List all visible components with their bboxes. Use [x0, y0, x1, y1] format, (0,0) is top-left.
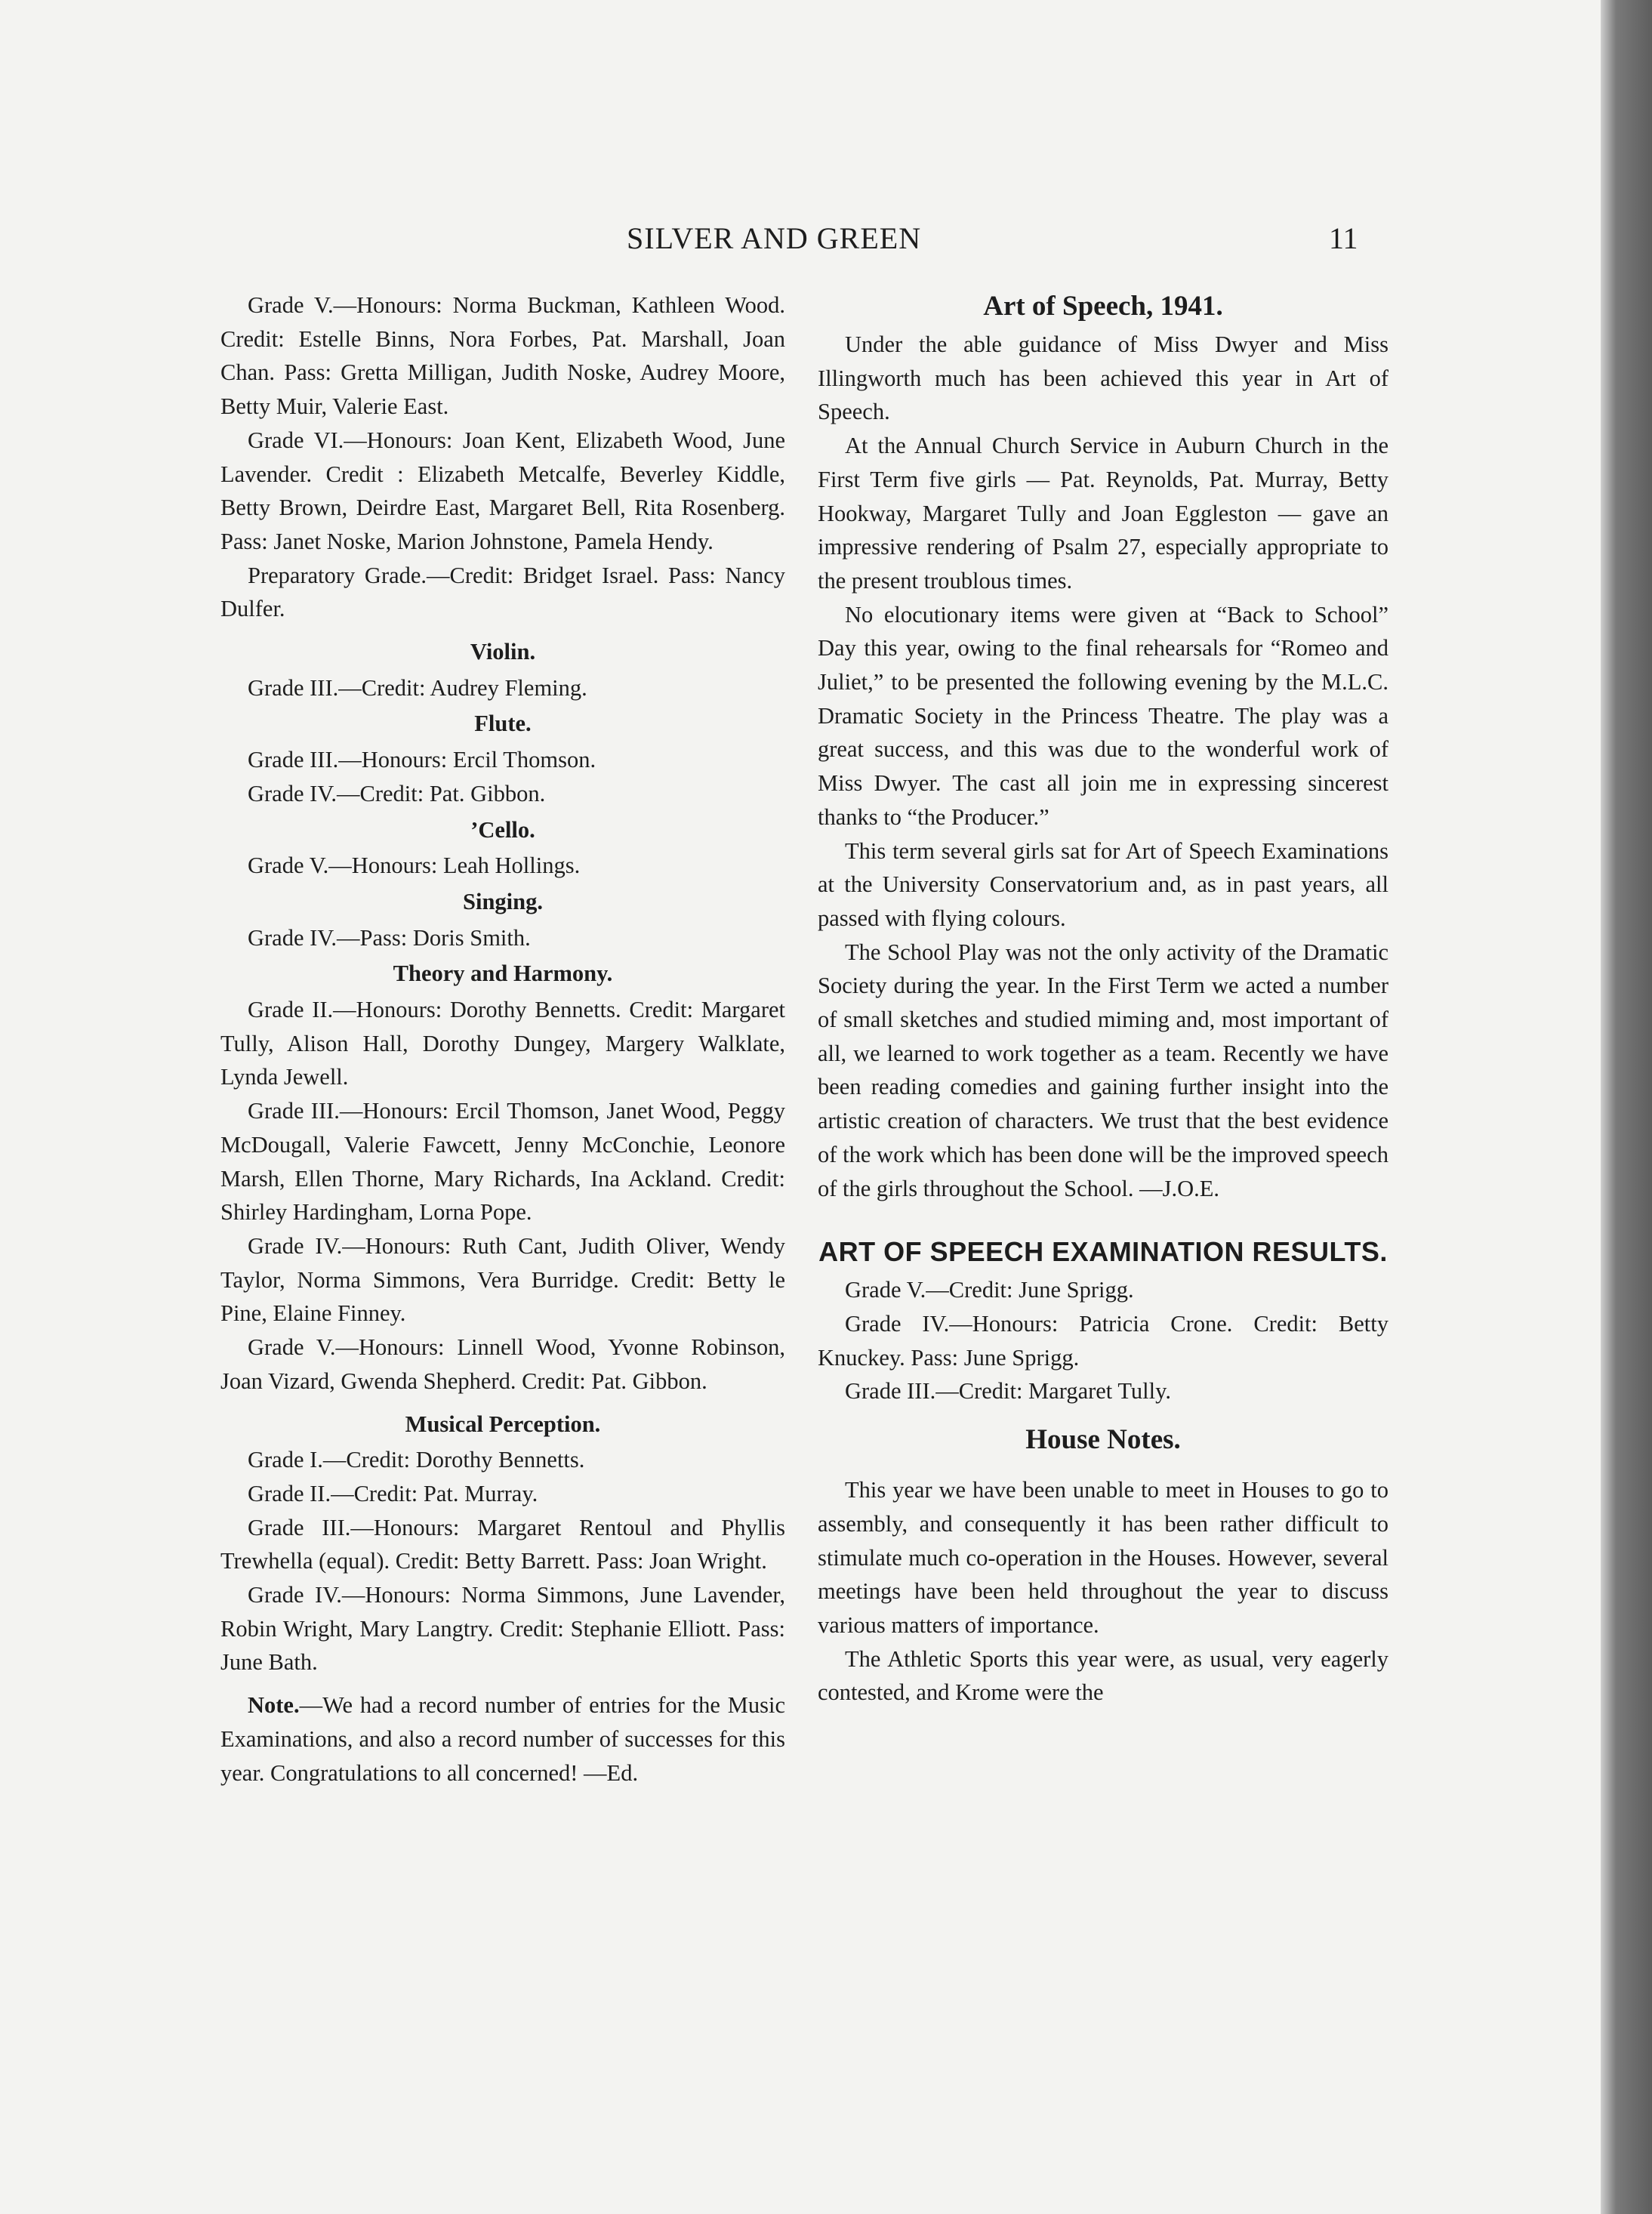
note-text: —We had a record number of entries for the Music Examinations, and also a record number of successes for this year. Congratulations to all concerned! —Ed. — [220, 1692, 785, 1786]
scan-edge-shadow — [1601, 0, 1652, 2214]
paragraph: Grade III.—Credit: Audrey Fleming. — [248, 674, 587, 701]
paragraph: Grade V.—Honours: Linnell Wood, Yvonne Robinson, Joan Vizard, Gwenda Shepherd. Credit: Pat. Gibbon. — [220, 1334, 785, 1394]
paragraph: Grade IV.—Pass: Doris Smith. — [248, 924, 531, 951]
paragraph: Grade IV.—Honours: Patricia Crone. Credit: Betty Knuckey. Pass: June Sprigg. — [818, 1310, 1388, 1371]
paragraph: Grade III.—Honours: Margaret Rentoul and Phyllis Trewhella (equal). Credit: Betty Barrett. Pass: Joan Wright. — [220, 1514, 785, 1574]
article-heading-art-of-speech: Art of Speech, 1941. — [983, 291, 1223, 322]
paragraph-text: The School Play was not the only activity of the Dramatic Society during the year. In the First Term we acted a number of small sketches and studied miming and, most important of all, we learned to work together as a team. Recently we have been reading comedies and gaining further insight into the artistic creation of characters. We trust that the best evidence of the work which has been done will be the improved speech of the girls throughout the School. — [818, 939, 1388, 1201]
paragraph: Grade III.—Credit: Margaret Tully. — [845, 1378, 1172, 1405]
paragraph: Grade V.—Honours: Norma Buckman, Kathleen Wood. Credit: Estelle Binns, Nora Forbes, Pat. Marshall, Joan Chan. Pass: Gretta Milligan, Judith Noske, Audrey Moore, Betty Muir, Valerie East. — [220, 292, 785, 420]
section-heading-flute: Flute. — [474, 711, 532, 737]
paragraph: Grade III.—Honours: Ercil Thomson, Janet Wood, Peggy McDougall, Valerie Fawcett, Jenny McConchie, Leonore Marsh, Ellen Thorne, Mary Richards, Ina Ackland. Credit: Shirley Hardingham, Lorna Pope. — [220, 1098, 785, 1226]
section-heading-violin: Violin. — [470, 639, 536, 665]
note-label: Note. — [248, 1692, 300, 1719]
paragraph: Grade V.—Credit: June Sprigg. — [845, 1277, 1134, 1303]
paragraph: Under the able guidance of Miss Dwyer and Miss Illingworth much has been achieved this year in Art of Speech. — [818, 331, 1388, 425]
paragraph: Grade IV.—Honours: Ruth Cant, Judith Oliver, Wendy Taylor, Norma Simmons, Vera Burridge. Credit: Betty le Pine, Elaine Finney. — [220, 1232, 785, 1327]
paragraph: Preparatory Grade.—Credit: Bridget Israel. Pass: Nancy Dulfer. — [220, 562, 785, 622]
section-heading-musical-perception: Musical Perception. — [405, 1411, 601, 1437]
paragraph — [818, 936, 1388, 1206]
paragraph: Grade III.—Honours: Ercil Thomson. — [248, 747, 596, 773]
section-heading-singing: Singing. — [463, 888, 543, 914]
paragraph: At the Annual Church Service in Auburn Church in the First Term five girls — Pat. Reynolds, Pat. Murray, Betty Hookway, Margaret Tully and Joan Eggleston — gave an impressive rendering of Psalm 27, especially appropriate to the present troublous times. — [818, 433, 1388, 594]
section-heading-theory: Theory and Harmony. — [393, 961, 613, 987]
page-number: 11 — [1329, 221, 1358, 255]
paragraph: This term several girls sat for Art of Speech Examinations at the University Conservatorium and, as in past years, all passed with flying colours. — [818, 837, 1388, 931]
paragraph: Grade I.—Credit: Dorothy Bennetts. — [248, 1447, 585, 1473]
paragraph: This year we have been unable to meet in Houses to go to assembly, and consequently it has been rather difficult to stimulate much co-operation in the Houses. However, several meetings have been held throughout the year to discuss various matters of importance. — [818, 1477, 1388, 1638]
paragraph: Grade IV.—Credit: Pat. Gibbon. — [248, 780, 546, 806]
article-heading-house-notes: House Notes. — [1025, 1424, 1181, 1456]
paragraph: Grade V.—Honours: Leah Hollings. — [248, 853, 581, 879]
paragraph: Grade IV.—Honours: Norma Simmons, June Lavender, Robin Wright, Mary Langtry. Credit: Stephanie Elliott. Pass: June Bath. — [220, 1582, 785, 1676]
section-heading-cello: ’Cello. — [470, 816, 535, 843]
paragraph: Grade II.—Honours: Dorothy Bennetts. Credit: Margaret Tully, Alison Hall, Dorothy Dungey, Margery Walklate, Lynda Jewell. — [220, 997, 785, 1090]
paragraph: Grade II.—Credit: Pat. Murray. — [248, 1480, 538, 1506]
editor-note — [220, 1688, 785, 1790]
paragraph: No elocutionary items were given at “Back to School” Day this year, owing to the final rehearsals for “Romeo and Juliet,” to be presented the following evening by the M.L.C. Dramatic Society in the Princess Theatre. The play was a great success, and this was due to the wonderful work of Miss Dwyer. The cast all join me in expressing sincerest thanks to “the Producer.” — [818, 601, 1388, 830]
running-header — [219, 220, 1358, 266]
signature: —J.O.E. — [1139, 1175, 1220, 1201]
article-heading-exam-results: ART OF SPEECH EXAMINATION RESULTS. — [818, 1236, 1388, 1268]
paragraph: The Athletic Sports this year were, as usual, very eagerly contested, and Krome were the — [818, 1645, 1388, 1706]
left-column — [220, 288, 785, 1790]
paragraph: Grade VI.—Honours: Joan Kent, Elizabeth Wood, June Lavender. Credit : Elizabeth Metcalfe, Beverley Kiddle, Betty Brown, Deirdre East, Margaret Bell, Rita Rosenberg. Pass: Janet Noske, Marion Johnstone, Pamela Hendy. — [220, 427, 785, 554]
right-column — [818, 288, 1388, 1710]
journal-title: SILVER AND GREEN — [627, 221, 922, 255]
